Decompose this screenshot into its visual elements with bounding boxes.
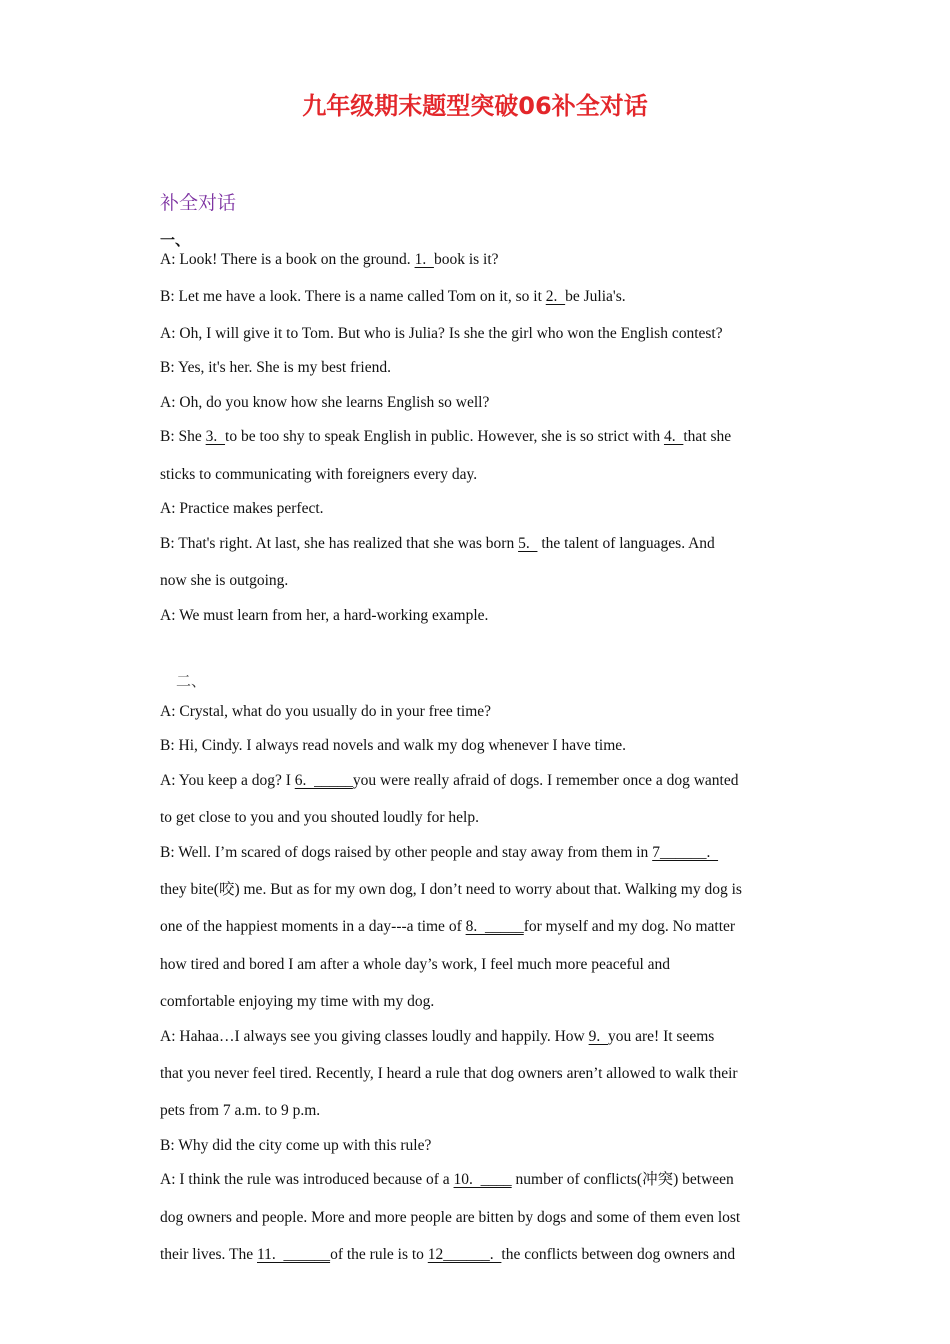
dialogue-text: A: Oh, I will give it to Tom. But who is Julia? Is she the girl who won the English contest? (160, 325, 723, 342)
answer-blank: 3. (205, 428, 226, 445)
answer-blank: 9. (588, 1028, 608, 1045)
dialogue-text: sticks to communicating with foreigners every day. (160, 466, 478, 483)
dialogue-line (160, 843, 800, 863)
dialogue-text: they bite(咬) me. But as for my own dog, I don’t need to worry about that. Walking my dog is (160, 881, 742, 898)
part-one-label: 一、 (160, 231, 191, 249)
dialogue-text: pets from 7 a.m. to 9 p.m. (160, 1102, 321, 1119)
dialogue-line (160, 465, 800, 485)
dialogue-text: A: We must learn from her, a hard-working example. (160, 607, 489, 624)
answer-blank: 10. ____ (453, 1171, 512, 1188)
answer-blank: 5. (518, 535, 538, 552)
dialogue-text: you were really afraid of dogs. I remember once a dog wanted (352, 772, 739, 789)
dialogue-text: one of the happiest moments in a day---a time of (160, 918, 466, 935)
dialogue-text: comfortable enjoying my time with my dog. (160, 993, 435, 1010)
part-two-label: 二、 (176, 672, 207, 690)
dialogue-text: of the rule is to (330, 1246, 428, 1263)
dialogue-text: number of conflicts(冲突) between (511, 1171, 734, 1188)
dialogue-line (160, 571, 800, 591)
dialogue-line (160, 955, 800, 975)
dialogue-line (160, 499, 800, 519)
dialogue-text: A: I think the rule was introduced because of a (160, 1171, 454, 1188)
dialogue-line (160, 1245, 800, 1265)
dialogue-text: A: Crystal, what do you usually do in your free time? (160, 703, 492, 720)
dialogue-text: how tired and bored I am after a whole day’s work, I feel much more peaceful and (160, 956, 671, 973)
dialogue-text: to be too shy to speak English in public. However, she is so strict with (225, 428, 664, 445)
answer-blank: 6. _____ (294, 772, 353, 789)
dialogue-text: that you never feel tired. Recently, I heard a rule that dog owners aren’t allowed to walk their (160, 1065, 738, 1082)
dialogue-line (160, 534, 800, 554)
dialogue-line (160, 358, 800, 378)
answer-blank: 8. _____ (465, 918, 524, 935)
dialogue-text: the conflicts between dog owners and (501, 1246, 736, 1263)
answer-blank: 11. ______ (257, 1246, 331, 1263)
dialogue-line (160, 1027, 800, 1047)
dialogue-text: you are! It seems (607, 1028, 715, 1045)
dialogue-text: their lives. The (160, 1246, 257, 1263)
dialogue-line (160, 992, 800, 1012)
dialogue-line (160, 393, 800, 413)
dialogue-text: A: Practice makes perfect. (160, 500, 324, 517)
dialogue-line (160, 427, 800, 447)
dialogue-text: B: That's right. At last, she has realized that she was born (160, 535, 519, 552)
dialogue-line (160, 1101, 800, 1121)
dialogue-line (160, 1208, 800, 1228)
dialogue-line (160, 287, 800, 307)
dialogue-line (160, 250, 800, 270)
dialogue-line (160, 880, 800, 900)
dialogue-line (160, 1170, 800, 1190)
dialogue-line (160, 1136, 800, 1156)
dialogue-text: A: Hahaa…I always see you giving classes loudly and happily. How (160, 1028, 589, 1045)
dialogue-line (160, 736, 800, 756)
dialogue-line (160, 606, 800, 626)
answer-blank: 1. (414, 251, 434, 268)
dialogue-line (160, 324, 800, 344)
dialogue-text: A: You keep a dog? I (160, 772, 295, 789)
dialogue-text: B: Why did the city come up with this rule? (160, 1137, 432, 1154)
dialogue-line (160, 1064, 800, 1084)
dialogue-line (160, 808, 800, 828)
dialogue-text: B: Let me have a look. There is a name called Tom on it, so it (160, 288, 546, 305)
dialogue-line (160, 771, 800, 791)
dialogue-text: B: Well. I’m scared of dogs raised by other people and stay away from them in (160, 844, 653, 861)
dialogue-text: A: Look! There is a book on the ground. (160, 251, 415, 268)
dialogue-text: to get close to you and you shouted loudly for help. (160, 809, 479, 826)
section-heading: 补全对话 (160, 192, 237, 214)
dialogue-text: B: Hi, Cindy. I always read novels and walk my dog whenever I have time. (160, 737, 627, 754)
dialogue-text: A: Oh, do you know how she learns English so well? (160, 394, 490, 411)
dialogue-line (160, 702, 800, 722)
answer-blank: 4. (663, 428, 684, 445)
dialogue-line (160, 917, 800, 937)
dialogue-text: be Julia's. (565, 288, 626, 305)
dialogue-text: now she is outgoing. (160, 572, 289, 589)
dialogue-text: B: She (160, 428, 206, 445)
page-title: 九年级期末题型突破06补全对话 (302, 92, 648, 120)
dialogue-text: for myself and my dog. No matter (523, 918, 736, 935)
answer-blank: 2. (545, 288, 566, 305)
dialogue-text: dog owners and people. More and more people are bitten by dogs and some of them even lost (160, 1209, 741, 1226)
answer-blank: 7______. (652, 844, 719, 861)
dialogue-text: that she (683, 428, 732, 445)
dialogue-text: B: Yes, it's her. She is my best friend. (160, 359, 391, 376)
dialogue-text: book is it? (433, 251, 499, 268)
answer-blank: 12______. (427, 1246, 502, 1263)
dialogue-text: the talent of languages. And (537, 535, 715, 552)
